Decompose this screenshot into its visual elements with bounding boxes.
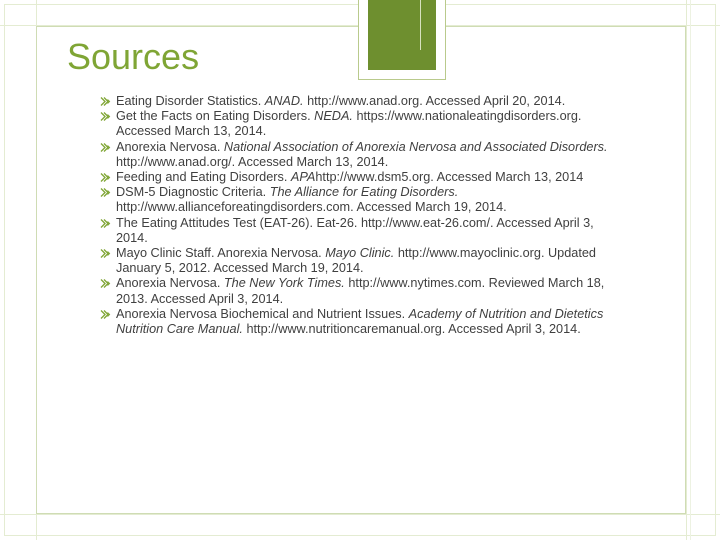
source-item <box>100 216 625 246</box>
arrow-bullet-icon <box>100 96 112 107</box>
source-text: http://www.nytimes.com. Reviewed March 18, 2013. Accessed April 3, 2014. <box>116 276 605 306</box>
frame-rule-right <box>686 0 687 540</box>
arrow-bullet-icon <box>100 142 112 153</box>
frame-rule-bottom <box>0 514 720 515</box>
source-text: Anorexia Nervosa. <box>116 276 224 291</box>
source-text: http://www.mayoclinic.org. Updated January 5, 2012. Accessed March 19, 2014. <box>116 246 596 276</box>
arrow-bullet-icon <box>100 187 112 198</box>
source-item <box>100 185 625 215</box>
source-text: http://www.nutritioncaremanual.org. Accessed April 3, 2014. <box>242 322 581 337</box>
arrow-bullet-icon <box>100 111 112 122</box>
arrow-bullet-icon <box>100 248 112 259</box>
source-text: http://www.anad.org/. Accessed March 13, 2014. <box>116 154 389 169</box>
source-publisher: NEDA. <box>314 109 353 124</box>
source-publisher: The Alliance for Eating Disorders. <box>269 185 459 200</box>
arrow-bullet-icon <box>100 309 112 320</box>
arrow-bullet-icon <box>100 172 112 183</box>
source-publisher: ANAD. <box>264 94 304 108</box>
slide-tab-line <box>420 0 421 50</box>
source-item <box>100 109 625 139</box>
source-publisher: APA <box>290 170 316 185</box>
source-item <box>100 94 625 109</box>
source-text: Feeding and Eating Disorders. <box>116 170 291 185</box>
arrow-bullet-icon <box>100 218 112 229</box>
source-text: http://www.allianceforeatingdisorders.com. Accessed March 19, 2014. <box>116 200 507 215</box>
slide-tab-accent <box>368 0 436 70</box>
source-item <box>100 276 625 306</box>
source-text: Get the Facts on Eating Disorders. <box>116 109 315 124</box>
source-list <box>100 94 625 337</box>
source-text: Eating Disorder Statistics. <box>116 94 265 108</box>
source-item <box>100 246 625 276</box>
source-text: The Eating Attitudes Test (EAT-26). Eat-26. http://www.eat-26.com/. Accessed April 3, 2014. <box>116 215 594 245</box>
source-text: Anorexia Nervosa Biochemical and Nutrient Issues. <box>116 306 409 321</box>
source-publisher: Academy of Nutrition and Dietetics Nutrition Care Manual. <box>116 306 604 337</box>
source-text: http://www.anad.org. Accessed April 20, 2014. <box>303 94 566 108</box>
slide-title: Sources <box>67 36 200 77</box>
source-item <box>100 307 625 337</box>
source-text: https://www.nationaleatingdisorders.org. Accessed March 13, 2014. <box>116 109 582 139</box>
arrow-bullet-icon <box>100 278 112 289</box>
source-publisher: National Association of Anorexia Nervosa and Associated Disorders. <box>223 139 608 154</box>
source-text: http://www.dsm5.org. Accessed March 13, 2014 <box>315 170 584 185</box>
source-text: Anorexia Nervosa. <box>116 139 224 154</box>
source-item <box>100 170 625 185</box>
source-text: Mayo Clinic Staff. Anorexia Nervosa. <box>116 246 326 261</box>
source-publisher: The New York Times. <box>223 276 345 291</box>
source-publisher: Mayo Clinic. <box>325 246 395 261</box>
frame-corner-line <box>690 0 691 540</box>
source-item <box>100 140 625 170</box>
source-text: DSM-5 Diagnostic Criteria. <box>116 185 270 200</box>
